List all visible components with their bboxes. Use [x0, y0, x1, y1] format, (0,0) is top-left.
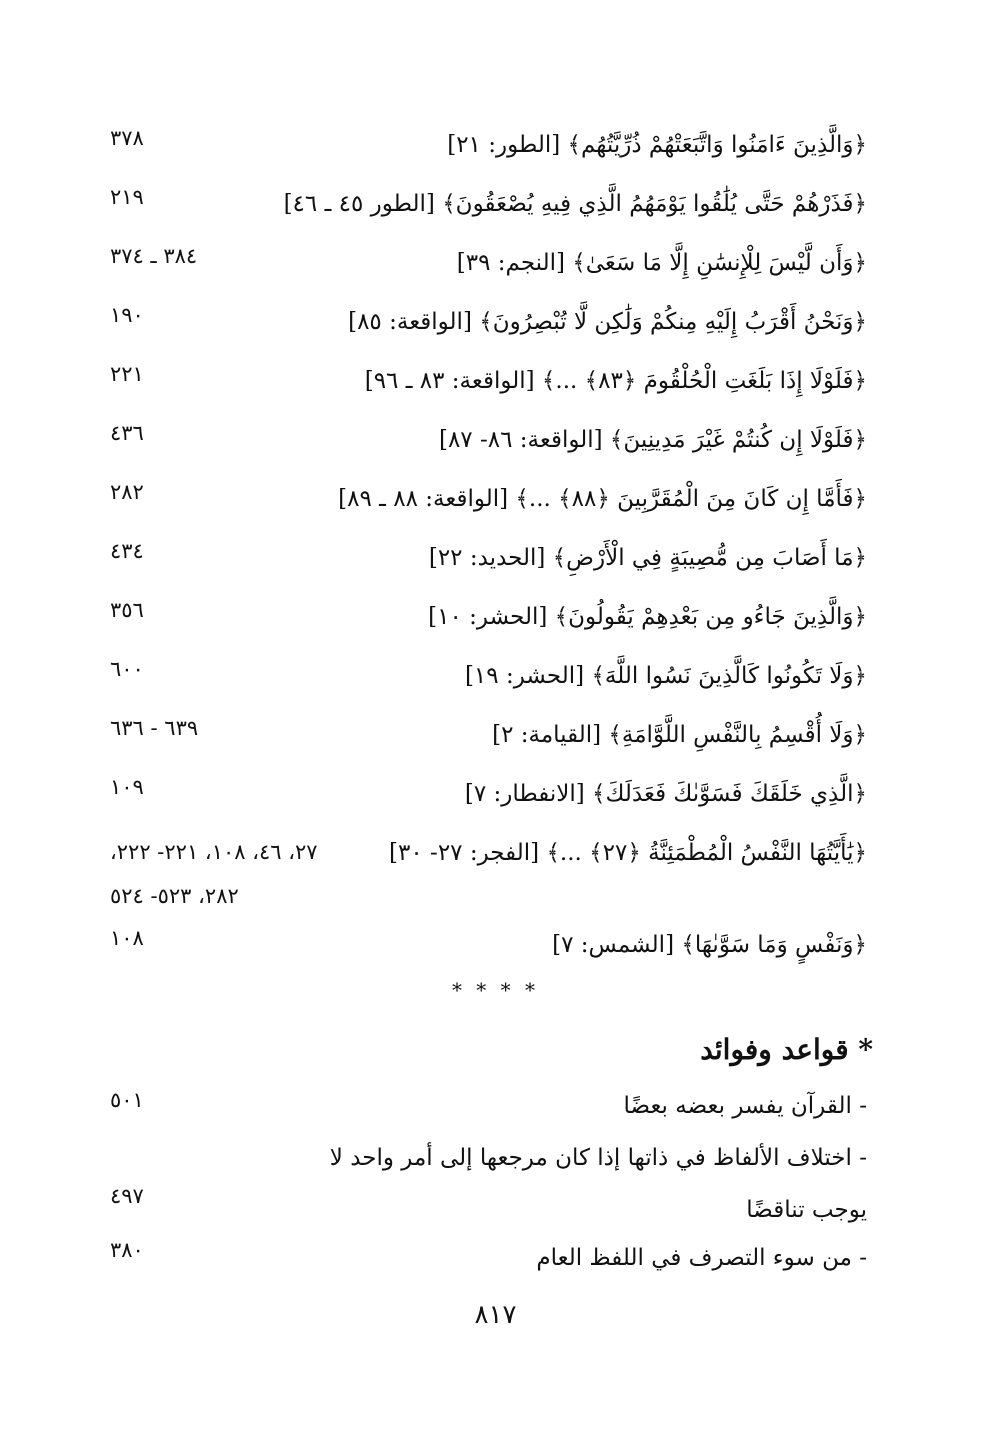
verse-index-row	[0, 836, 991, 936]
verse-text: ﴿وَأَن لَّيْسَ لِلْإِنسَٰنِ إِلَّا مَا سَعَىٰ﴾ [النجم: ٣٩]	[456, 250, 867, 276]
verse-text: ﴿وَلَا تَكُونُوا كَالَّذِينَ نَسُوا اللَّهَ﴾ [الحشر: ١٩]	[464, 663, 867, 689]
verse-index-row	[0, 482, 991, 542]
rule-text: - القرآن يفسر بعضه بعضًا	[623, 1093, 867, 1119]
verse-text: ﴿وَنَحْنُ أَقْرَبُ إِلَيْهِ مِنكُمْ وَلَٰكِن لَّا تُبْصِرُونَ﴾ [الواقعة: ٨٥]	[348, 309, 867, 335]
verse-page-reference: ٢٧، ٤٦، ١٠٨، ٢٢١- ٢٢٢، ٢٨٢، ٥٢٣- ٥٢٤	[110, 840, 318, 908]
rule-text: - اختلاف الألفاظ في ذاتها إذا كان مرجعها إلى أمر واحد لا يوجب تناقضًا	[329, 1145, 867, 1223]
verse-page-reference: ٣٥٦	[110, 598, 144, 622]
verse-page-reference: ١٠٩	[110, 775, 144, 799]
verse-index-row	[0, 305, 991, 365]
verse-page-reference: ٢٢١	[110, 362, 144, 386]
verse-index-row	[0, 600, 991, 660]
rule-page-reference: ٥٠١	[110, 1088, 144, 1112]
rule-page-reference: ٣٨٠	[110, 1238, 144, 1262]
verse-page-reference: ٤٣٤	[110, 539, 144, 563]
section-heading: * قواعد وفوائد	[700, 1033, 873, 1066]
verse-text: ﴿وَنَفْسٍ وَمَا سَوَّىٰهَا﴾ [الشمس: ٧]	[552, 932, 867, 958]
rule-page-reference: ٤٩٧	[110, 1184, 144, 1208]
verse-page-reference: ١٠٨	[110, 926, 144, 950]
verse-index-row	[0, 128, 991, 188]
verse-text: ﴿فَذَرْهُمْ حَتَّى يُلَٰقُوا يَوْمَهُمُ الَّذِي فِيهِ يُصْعَقُونَ﴾ [الطور ٤٥ ـ ٤٦]	[283, 191, 867, 217]
verse-text: ﴿يَٰأَيَّتُهَا النَّفْسُ الْمُطْمَئِنَّةُ ﴿٢٧﴾ ...﴾ [الفجر: ٢٧- ٣٠]	[389, 840, 867, 866]
verse-text: ﴿وَالَّذِينَ جَاءُو مِن بَعْدِهِمْ يَقُولُونَ﴾ [الحشر: ١٠]	[428, 604, 867, 630]
verse-text: ﴿وَلَا أُقْسِمُ بِالنَّفْسِ اللَّوَّامَةِ﴾ [القيامة: ٢]	[492, 722, 867, 748]
verse-text: ﴿الَّذِي خَلَقَكَ فَسَوَّىٰكَ فَعَدَلَكَ﴾ [الانفطار: ٧]	[464, 781, 867, 807]
verse-page-reference: ١٩٠	[110, 303, 144, 327]
verse-page-reference: ٦٠٠	[110, 657, 144, 681]
page-number: ٨١٧	[474, 1300, 517, 1330]
verse-index-row	[0, 777, 991, 837]
rule-text: - من سوء التصرف في اللفظ العام	[536, 1245, 867, 1271]
verse-page-reference: ٣٧٨	[110, 126, 144, 150]
verse-index-row	[0, 187, 991, 247]
verse-index-row	[0, 246, 991, 306]
verse-text: ﴿فَأَمَّا إِن كَانَ مِنَ الْمُقَرَّبِينَ ﴿٨٨﴾ ...﴾ [الواقعة: ٨٨ ـ ٨٩]	[338, 486, 867, 512]
verse-text: ﴿فَلَوْلَا إِذَا بَلَغَتِ الْحُلْقُومَ ﴿٨٣﴾ ...﴾ [الواقعة: ٨٣ ـ ٩٦]	[364, 368, 867, 394]
section-divider: * * * *	[451, 978, 540, 1002]
verse-page-reference: ٢٨٢	[110, 480, 144, 504]
verse-text: ﴿وَالَّذِينَ ءَامَنُوا وَاتَّبَعَتْهُمْ ذُرِّيَّتُهُم﴾ [الطور: ٢١]	[447, 132, 867, 158]
verse-text: ﴿مَا أَصَابَ مِن مُّصِيبَةٍ فِي الْأَرْضِ﴾ [الحديد: ٢٢]	[428, 545, 867, 571]
verse-index-row	[0, 541, 991, 601]
verse-page-reference: ٤٣٦	[110, 421, 144, 445]
verse-index-row	[0, 364, 991, 424]
verse-page-reference: ٦٣٩ - ٦٣٦	[110, 716, 199, 740]
verse-index-row	[0, 659, 991, 719]
verse-page-reference: ٢١٩	[110, 185, 144, 209]
verse-index-row	[0, 718, 991, 778]
verse-page-reference: ٣٨٤ ـ ٣٧٤	[110, 244, 198, 268]
verse-text: ﴿فَلَوْلَا إِن كُنتُمْ غَيْرَ مَدِينِينَ﴾ [الواقعة: ٨٦- ٨٧]	[438, 427, 867, 453]
verse-index-row	[0, 423, 991, 483]
